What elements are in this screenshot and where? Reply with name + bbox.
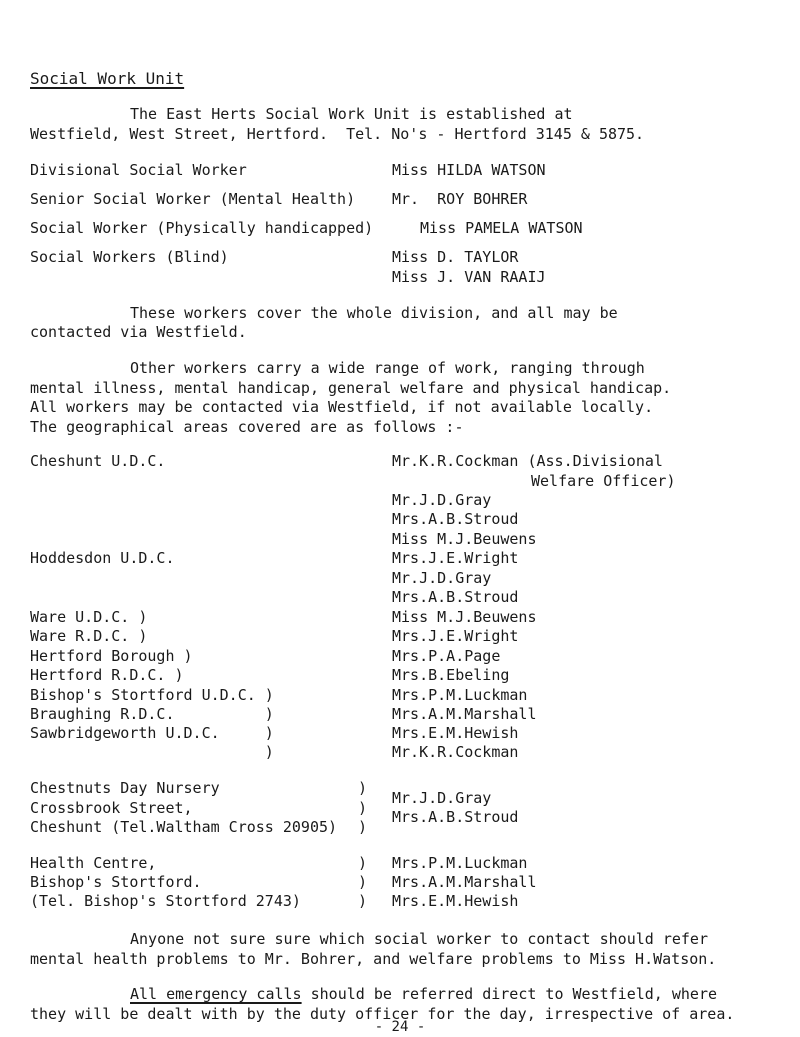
worker-name: Mrs.A.B.Stroud bbox=[392, 588, 519, 606]
area-label: Hertford Borough ) bbox=[30, 647, 193, 665]
worker-name: Mr.J.D.Gray bbox=[392, 569, 492, 587]
area-label: Cheshunt U.D.C. bbox=[30, 452, 166, 470]
area-bracket: ) bbox=[358, 779, 368, 797]
worker-name: Mr.J.D.Gray bbox=[392, 491, 492, 509]
area-label: Bishop's Stortford. bbox=[30, 873, 202, 891]
cover-line-2: contacted via Westfield. bbox=[30, 323, 247, 341]
refer-line-1: Anyone not sure sure which social worker to contact should refer bbox=[130, 930, 708, 948]
area-label: Health Centre, bbox=[30, 854, 157, 872]
emergency-line-1 bbox=[130, 984, 717, 1004]
worker-name: Mr.K.R.Cockman bbox=[392, 743, 519, 761]
staff-name: Mr. ROY BOHRER bbox=[392, 190, 528, 208]
staff-role: Social Workers (Blind) bbox=[30, 248, 229, 266]
worker-name: Mrs.A.B.Stroud bbox=[392, 808, 519, 826]
area-label: (Tel. Bishop's Stortford 2743) bbox=[30, 892, 301, 910]
area-label: Hertford R.D.C. ) bbox=[30, 666, 184, 684]
area-bracket: ) bbox=[30, 743, 274, 761]
intro-line-2: Westfield, West Street, Hertford. Tel. No's - Hertford 3145 & 5875. bbox=[30, 125, 645, 143]
other-line-4: The geographical areas covered are as follows :- bbox=[30, 418, 464, 436]
staff-role: Social Worker (Physically handicapped) bbox=[30, 219, 374, 237]
staff-role: Senior Social Worker (Mental Health) bbox=[30, 190, 356, 208]
worker-name: Mrs.P.M.Luckman bbox=[392, 686, 528, 704]
other-line-2: mental illness, mental handicap, general welfare and physical handicap. bbox=[30, 379, 672, 397]
worker-name: Mrs.B.Ebeling bbox=[392, 666, 510, 684]
staff-name-secondary: Miss J. VAN RAAIJ bbox=[392, 268, 546, 286]
area-label: Ware R.D.C. ) bbox=[30, 627, 148, 645]
emergency-rest: should be referred direct to Westfield, where bbox=[301, 985, 718, 1003]
worker-name: Mrs.E.M.Hewish bbox=[392, 892, 519, 910]
worker-name: Mr.J.D.Gray bbox=[392, 789, 492, 807]
worker-name: Mrs.A.M.Marshall bbox=[392, 705, 537, 723]
area-bracket: ) bbox=[358, 873, 368, 891]
area-label: Chestnuts Day Nursery bbox=[30, 779, 220, 797]
worker-name: Mrs.J.E.Wright bbox=[392, 627, 519, 645]
emergency-lead: All emergency calls bbox=[130, 985, 302, 1003]
other-line-3: All workers may be contacted via Westfield, if not available locally. bbox=[30, 398, 654, 416]
area-bracket: ) bbox=[358, 854, 368, 872]
area-label: Crossbrook Street, bbox=[30, 799, 193, 817]
area-label: Sawbridgeworth U.D.C. ) bbox=[30, 724, 274, 742]
worker-name: Mrs.E.M.Hewish bbox=[392, 724, 519, 742]
staff-role: Divisional Social Worker bbox=[30, 161, 247, 179]
area-label: Ware U.D.C. ) bbox=[30, 608, 148, 626]
area-bracket: ) bbox=[358, 799, 368, 817]
worker-name: Mrs.J.E.Wright bbox=[392, 549, 519, 567]
page-heading: Social Work Unit bbox=[30, 69, 185, 88]
other-line-1: Other workers carry a wide range of work, ranging through bbox=[130, 359, 645, 377]
staff-name: Miss HILDA WATSON bbox=[392, 161, 546, 179]
cover-line-1: These workers cover the whole division, and all may be bbox=[130, 304, 618, 322]
staff-name: Miss D. TAYLOR bbox=[392, 248, 519, 266]
refer-line-2: mental health problems to Mr. Bohrer, and welfare problems to Miss H.Watson. bbox=[30, 950, 717, 968]
area-bracket: ) bbox=[358, 892, 368, 910]
worker-name: Welfare Officer) bbox=[531, 472, 676, 490]
area-label: Cheshunt (Tel.Waltham Cross 20905) bbox=[30, 818, 338, 836]
worker-name: Mrs.P.A.Page bbox=[392, 647, 501, 665]
worker-name: Mr.K.R.Cockman (Ass.Divisional bbox=[392, 452, 663, 470]
worker-name: Mrs.A.M.Marshall bbox=[392, 873, 537, 891]
worker-name: Miss M.J.Beuwens bbox=[392, 608, 537, 626]
page-number: - 24 - bbox=[374, 1019, 426, 1035]
area-label: Braughing R.D.C. ) bbox=[30, 705, 274, 723]
staff-name: Miss PAMELA WATSON bbox=[420, 219, 583, 237]
worker-name: Mrs.P.M.Luckman bbox=[392, 854, 528, 872]
worker-name: Miss M.J.Beuwens bbox=[392, 530, 537, 548]
emergency-line-2: they will be dealt with by the duty officer for the day, irrespective of area. bbox=[30, 1005, 735, 1023]
worker-name: Mrs.A.B.Stroud bbox=[392, 510, 519, 528]
intro-line-1: The East Herts Social Work Unit is established at bbox=[130, 105, 573, 123]
area-label: Hoddesdon U.D.C. bbox=[30, 549, 175, 567]
area-bracket: ) bbox=[358, 818, 368, 836]
area-label: Bishop's Stortford U.D.C. ) bbox=[30, 686, 274, 704]
